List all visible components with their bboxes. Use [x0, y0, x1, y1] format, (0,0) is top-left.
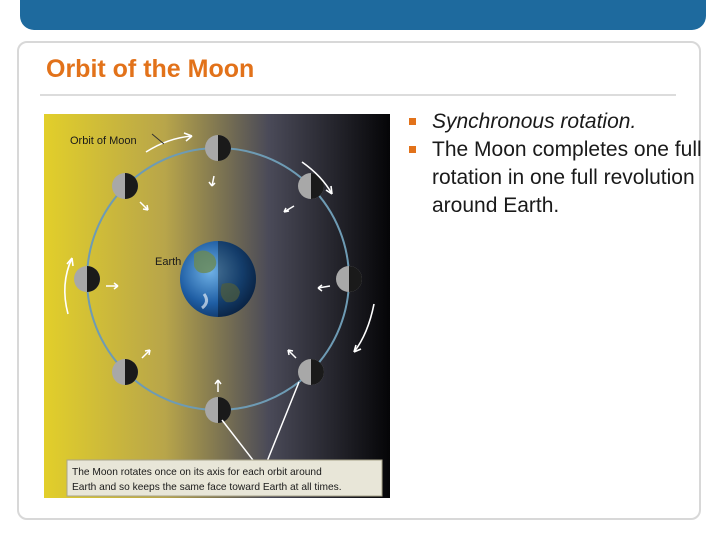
bullet-text: The Moon completes one full rotation in one full revolution around Earth. [432, 138, 702, 217]
earth-label: Earth [155, 256, 182, 268]
moon-marker [74, 266, 100, 292]
slide-title: Orbit of the Moon [46, 55, 255, 83]
bullet-list [406, 108, 706, 220]
caption-line-1: The Moon rotates once on its axis for each orbit around [72, 467, 322, 478]
moon-marker [205, 135, 231, 161]
bullet-text: Synchronous rotation. [432, 110, 637, 133]
moon-marker [112, 359, 138, 385]
orbit-of-moon-label: Orbit of Moon [70, 135, 137, 147]
moon-marker [205, 397, 231, 423]
bullet-item [406, 108, 706, 136]
moon-orbit-diagram [44, 114, 390, 498]
caption-line-2: Earth and so keeps the same face toward Earth at all times. [72, 482, 342, 493]
moon-marker [298, 359, 324, 385]
title-divider [40, 94, 676, 96]
moon-marker [336, 266, 362, 292]
moon-marker [112, 173, 138, 199]
bullet-item [406, 136, 706, 220]
header-bar [20, 0, 706, 30]
bullet-square-icon [409, 118, 416, 125]
bullet-square-icon [409, 146, 416, 153]
